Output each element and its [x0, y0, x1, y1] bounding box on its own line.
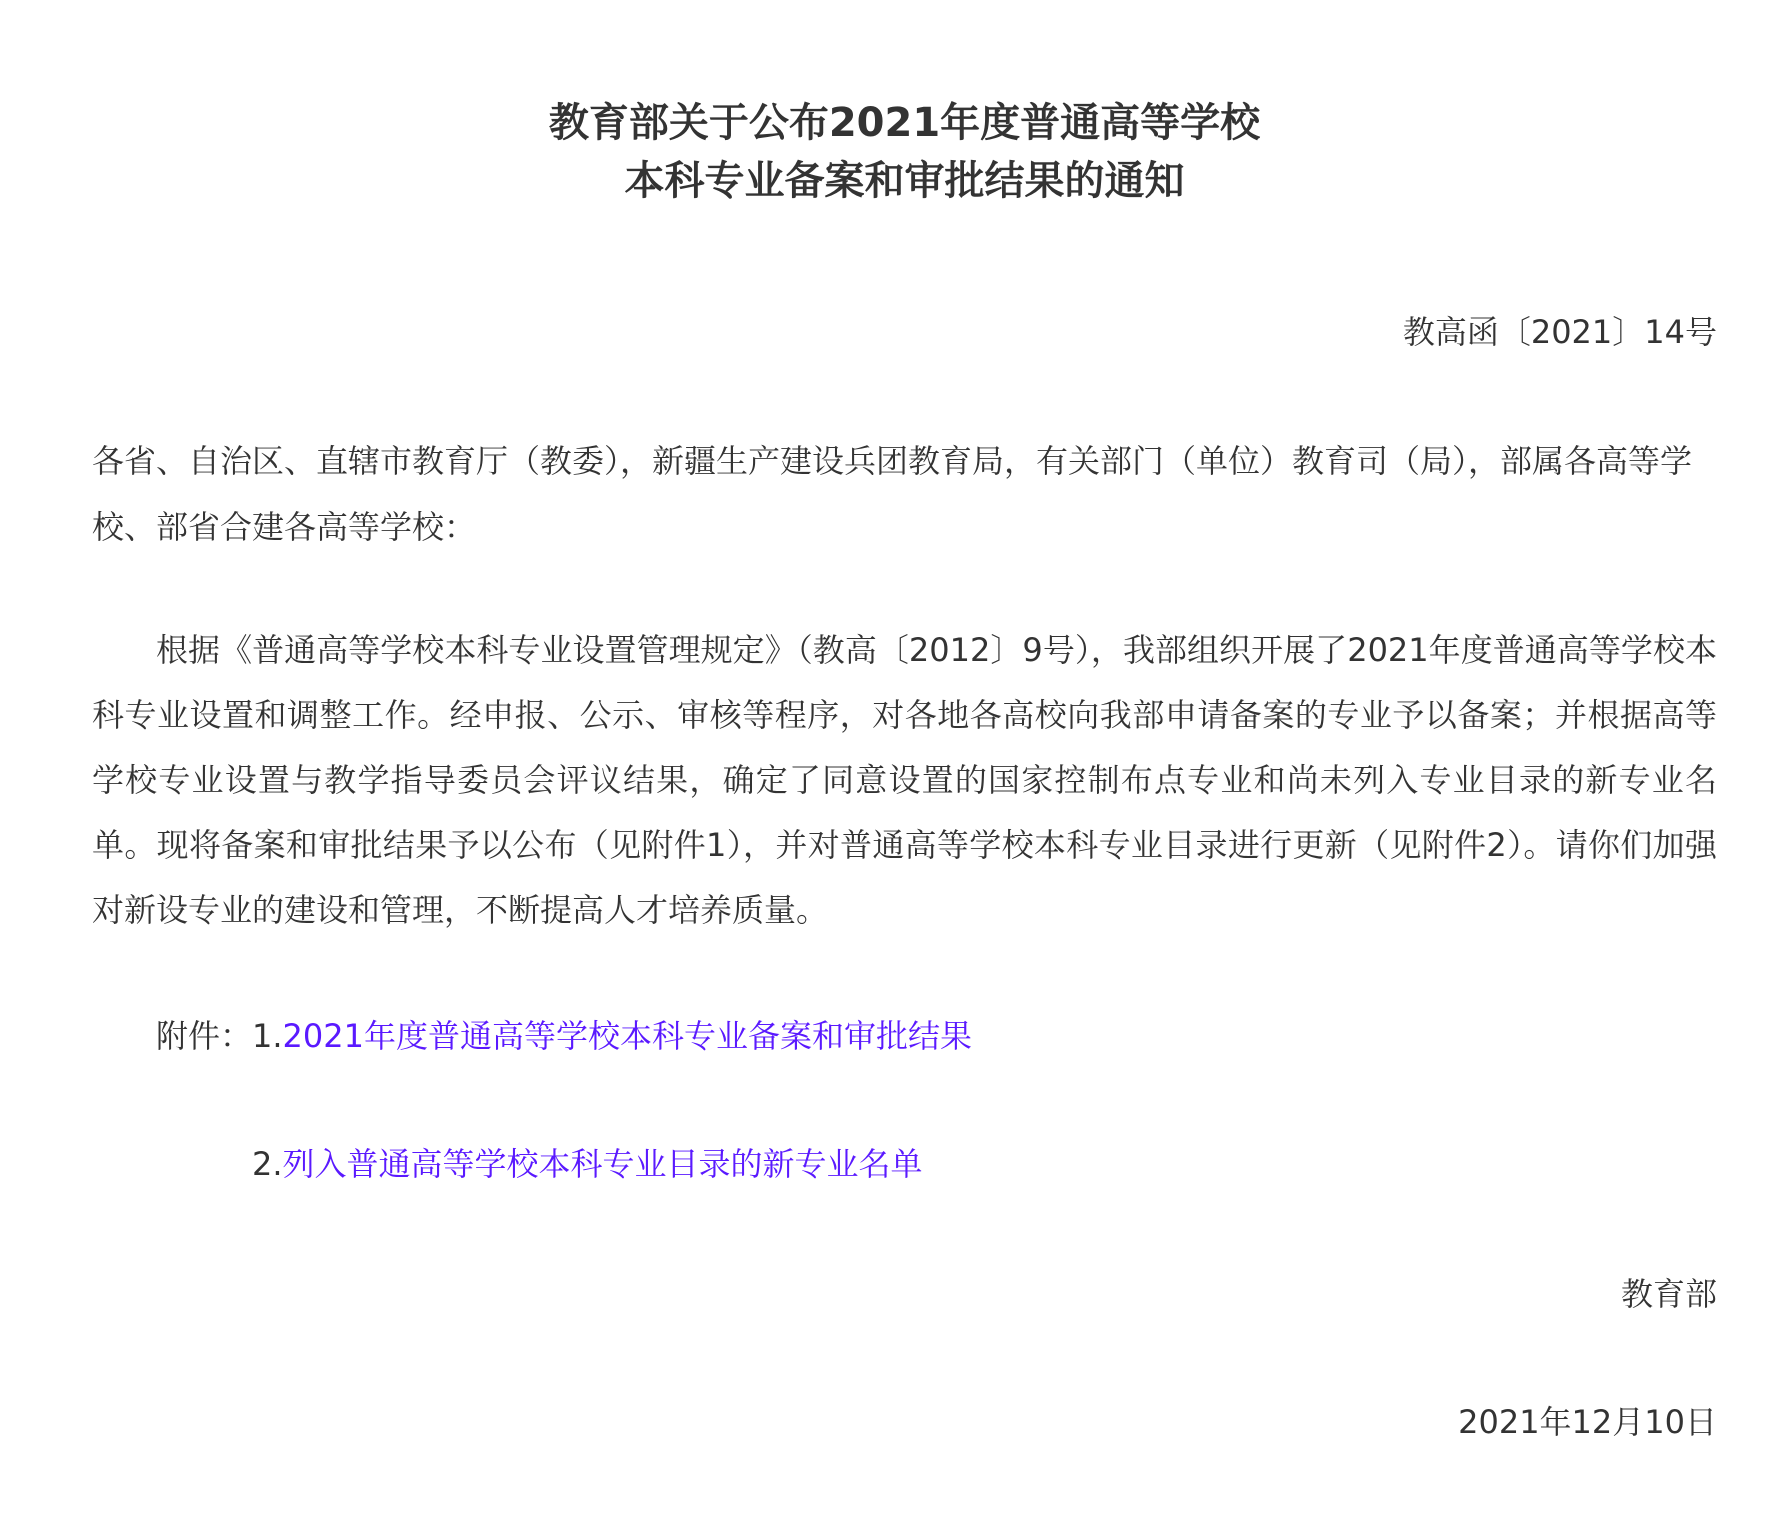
document-title	[92, 94, 1717, 210]
salutation: 各省、自治区、直辖市教育厅（教委），新疆生产建设兵团教育局，有关部门（单位）教育司（局），部属各高等学校、部省合建各高等学校：	[92, 442, 1693, 546]
attachment-1-link[interactable]: 2021年度普通高等学校本科专业备案和审批结果	[282, 1017, 972, 1055]
title-line-1: 教育部关于公布2021年度普通高等学校	[548, 100, 1261, 146]
attachment-label: 附件：	[156, 1017, 253, 1055]
issue-date: 2021年12月10日	[1458, 1403, 1717, 1441]
title-line-2: 本科专业备案和审批结果的通知	[624, 158, 1185, 204]
attachment-2-link[interactable]: 列入普通高等学校本科专业目录的新专业名单	[282, 1145, 923, 1183]
document	[92, 0, 1717, 1519]
attachment-2-number: 2.	[252, 1145, 283, 1183]
document-number: 教高函〔2021〕14号	[1402, 313, 1717, 351]
attachment-1-number: 1.	[252, 1017, 283, 1055]
attachment-1	[156, 1006, 972, 1066]
body-paragraph: 根据《普通高等学校本科专业设置管理规定》（教高〔2012〕9号），我部组织开展了2021年度普通高等学校本科专业设置和调整工作。经申报、公示、审核等程序，对各地各高校向我部申请备案的专业予以备案；并根据高等学校专业设置与教学指导委员会评议结果，确定了同意设置的国家控制布点专业和尚未列入专业目录的新专业名单。现将备案和审批结果予以公布（见附件1），并对普通高等学校本科专业目录进行更新（见附件2）。请你们加强对新设专业的建设和管理，不断提高人才培养质量。	[92, 631, 1717, 929]
attachment-2	[252, 1134, 923, 1194]
issuer: 教育部	[1620, 1275, 1717, 1313]
